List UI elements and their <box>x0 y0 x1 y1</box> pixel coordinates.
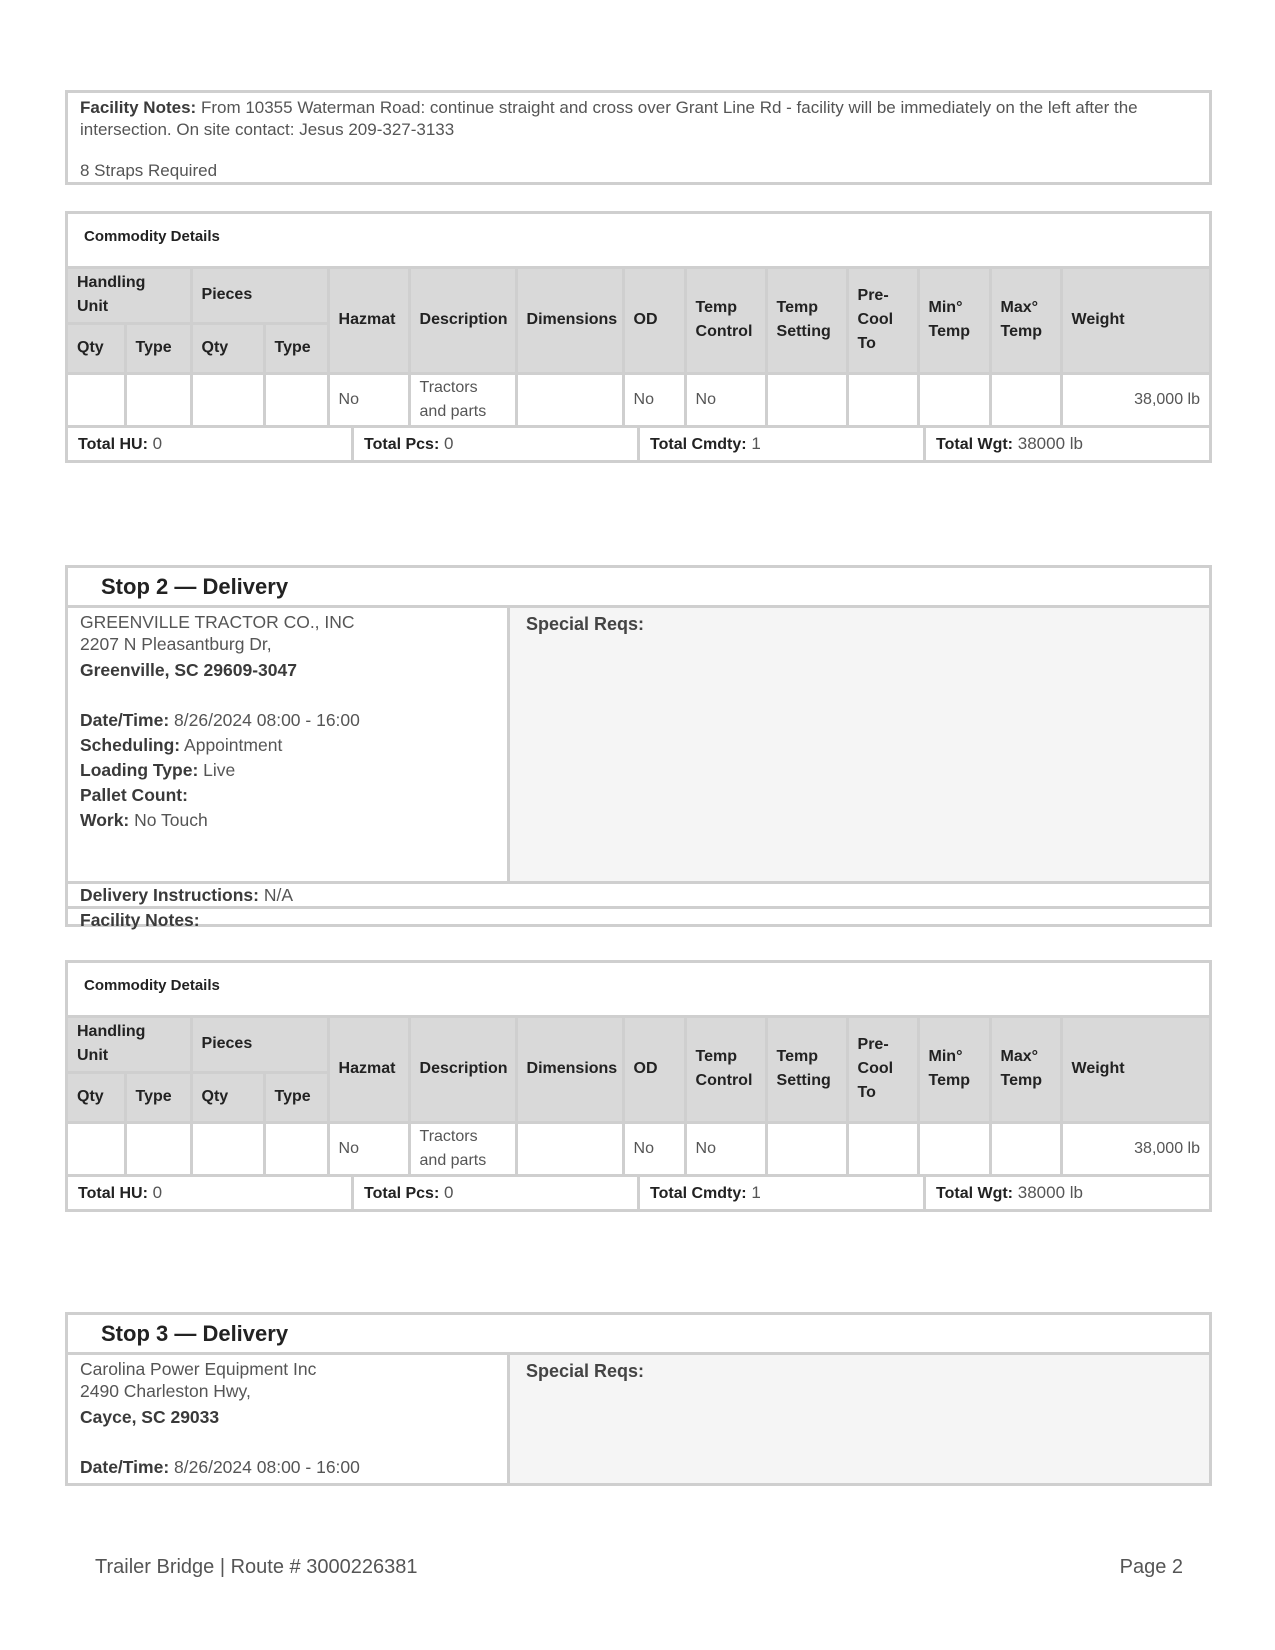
stop-2-facility-notes: Facility Notes: <box>68 906 1209 931</box>
facility-notes-text: From 10355 Waterman Road: continue straight and cross over Grant Line Rd - facility will be immediately on the left after the intersection. On site contact: Jesus 209-327-3133 <box>80 98 1138 139</box>
col-hu-type: Type <box>125 1072 191 1122</box>
col-temp-control: Temp Control <box>685 1018 766 1122</box>
col-weight: Weight <box>1061 269 1209 373</box>
stop-3-address: 2490 Charleston Hwy, <box>80 1381 251 1401</box>
col-temp-control: Temp Control <box>685 269 766 373</box>
spacer <box>80 682 495 706</box>
col-handling-unit: Handling Unit <box>68 269 191 323</box>
col-dimensions: Dimensions <box>516 1018 623 1122</box>
total-cmdty: Total Cmdty: 1 <box>640 428 926 463</box>
stop-2-title: Stop 2 — Delivery <box>68 568 1209 608</box>
col-pieces: Pieces <box>191 1018 328 1072</box>
cell-hu-qty <box>68 373 125 426</box>
facility-notes-box <box>65 90 1212 185</box>
stop-2-scheduling: Scheduling: Appointment <box>80 735 283 755</box>
cell-dimensions <box>516 1122 623 1175</box>
cell-pcs-qty <box>191 1122 264 1175</box>
col-temp-setting: Temp Setting <box>766 269 847 373</box>
cell-weight: 38,000 lb <box>1061 373 1209 426</box>
commodity-table <box>68 1018 1209 1177</box>
footer-page-number: Page 2 <box>1119 1556 1183 1578</box>
stop-2-datetime: Date/Time: 8/26/2024 08:00 - 16:00 <box>80 710 360 730</box>
cell-pcs-qty <box>191 373 264 426</box>
col-hu-qty: Qty <box>68 323 125 373</box>
col-max-temp: Max° Temp <box>990 269 1061 373</box>
col-description: Description <box>409 1018 516 1122</box>
col-weight: Weight <box>1061 1018 1209 1122</box>
commodity-details-1 <box>65 211 1212 463</box>
total-hu: Total HU: 0 <box>68 1177 354 1212</box>
special-reqs-label: Special Reqs: <box>526 1361 645 1381</box>
col-hu-type: Type <box>125 323 191 373</box>
col-pre-cool: Pre-Cool To <box>847 1018 918 1122</box>
col-temp-setting: Temp Setting <box>766 1018 847 1122</box>
commodity-details-2 <box>65 960 1212 1212</box>
total-wgt: Total Wgt: 38000 lb <box>936 1182 1083 1202</box>
stop-2-loading-type: Loading Type: Live <box>80 760 236 780</box>
cell-temp-setting <box>766 1122 847 1175</box>
commodity-details-title: Commodity Details <box>68 963 1209 1018</box>
cell-hazmat: No <box>328 1122 409 1175</box>
cell-pre-cool <box>847 1122 918 1175</box>
stop-2-company: GREENVILLE TRACTOR CO., INC <box>80 612 355 632</box>
table-row <box>68 373 1209 426</box>
stop-2-details <box>68 608 510 881</box>
spacer <box>80 1429 495 1453</box>
col-pcs-type: Type <box>264 323 328 373</box>
stop-3-datetime: Date/Time: 8/26/2024 08:00 - 16:00 <box>80 1457 360 1477</box>
total-pcs: Total Pcs: 0 <box>354 428 640 463</box>
cell-max-temp <box>990 1122 1061 1175</box>
cell-description: Tractors and parts <box>409 1122 516 1175</box>
cell-temp-control: No <box>685 1122 766 1175</box>
commodity-details-title: Commodity Details <box>68 214 1209 269</box>
stop-3-block <box>65 1312 1212 1486</box>
stop-2-city: Greenville, SC 29609-3047 <box>80 660 297 680</box>
cell-min-temp <box>918 373 990 426</box>
stop-3-details <box>68 1355 510 1483</box>
cell-temp-setting <box>766 373 847 426</box>
stop-3-title: Stop 3 — Delivery <box>68 1315 1209 1355</box>
stop-2-delivery-instructions: Delivery Instructions: N/A <box>68 881 1209 906</box>
stop-3-special-reqs <box>510 1355 1209 1483</box>
col-od: OD <box>623 1018 685 1122</box>
stop-3-city: Cayce, SC 29033 <box>80 1407 220 1427</box>
col-pcs-type: Type <box>264 1072 328 1122</box>
col-description: Description <box>409 269 516 373</box>
col-hazmat: Hazmat <box>328 269 409 373</box>
col-pieces: Pieces <box>191 269 328 323</box>
col-dimensions: Dimensions <box>516 269 623 373</box>
cell-od: No <box>623 373 685 426</box>
col-pcs-qty: Qty <box>191 323 264 373</box>
facility-notes-label: Facility Notes: <box>80 98 197 117</box>
cell-min-temp <box>918 1122 990 1175</box>
facility-notes-extra: 8 Straps Required <box>80 161 218 180</box>
col-hu-qty: Qty <box>68 1072 125 1122</box>
commodity-totals <box>68 428 1209 463</box>
commodity-table <box>68 269 1209 428</box>
cell-hu-type <box>125 1122 191 1175</box>
cell-hu-qty <box>68 1122 125 1175</box>
cell-od: No <box>623 1122 685 1175</box>
stop-2-block <box>65 565 1212 930</box>
cell-pcs-type <box>264 373 328 426</box>
col-pre-cool: Pre-Cool To <box>847 269 918 373</box>
cell-weight: 38,000 lb <box>1061 1122 1209 1175</box>
cell-hazmat: No <box>328 373 409 426</box>
cell-dimensions <box>516 373 623 426</box>
stop-2-special-reqs <box>510 608 1209 881</box>
col-min-temp: Min° Temp <box>918 1018 990 1122</box>
cell-description: Tractors and parts <box>409 373 516 426</box>
total-hu: Total HU: 0 <box>68 428 354 463</box>
stop-2-pallet-count: Pallet Count: <box>80 785 188 805</box>
cell-pre-cool <box>847 373 918 426</box>
footer-route: Trailer Bridge | Route # 3000226381 <box>95 1556 418 1578</box>
table-row <box>68 1122 1209 1175</box>
cell-temp-control: No <box>685 373 766 426</box>
total-cmdty: Total Cmdty: 1 <box>640 1177 926 1212</box>
col-pcs-qty: Qty <box>191 1072 264 1122</box>
stop-2-address: 2207 N Pleasantburg Dr, <box>80 634 272 654</box>
col-handling-unit: Handling Unit <box>68 1018 191 1072</box>
stop-2-work: Work: No Touch <box>80 810 208 830</box>
col-max-temp: Max° Temp <box>990 1018 1061 1122</box>
commodity-totals <box>68 1177 1209 1212</box>
cell-hu-type <box>125 373 191 426</box>
stop-3-company: Carolina Power Equipment Inc <box>80 1359 317 1379</box>
special-reqs-label: Special Reqs: <box>526 614 645 634</box>
col-hazmat: Hazmat <box>328 1018 409 1122</box>
col-od: OD <box>623 269 685 373</box>
col-min-temp: Min° Temp <box>918 269 990 373</box>
total-pcs: Total Pcs: 0 <box>354 1177 640 1212</box>
total-wgt: Total Wgt: 38000 lb <box>936 433 1083 453</box>
cell-pcs-type <box>264 1122 328 1175</box>
spacer <box>80 141 1197 160</box>
cell-max-temp <box>990 373 1061 426</box>
